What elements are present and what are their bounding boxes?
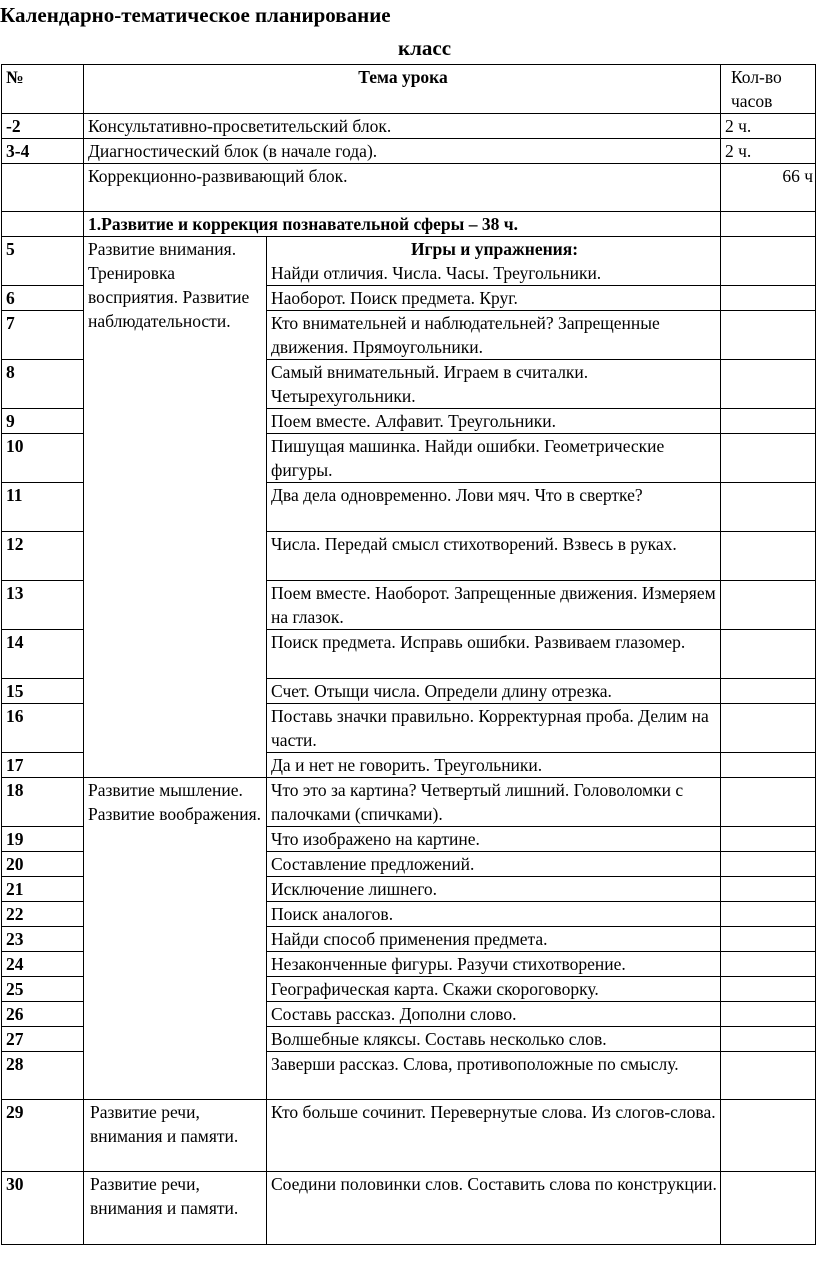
document-title: Календарно-тематическое планирование [0,3,391,27]
lesson-topic: Соедини половинки слов. Составить слова по конструкции. [267,1172,721,1245]
lesson-topic: Поставь значки правильно. Корректурная проба. Делим на части. [267,704,721,753]
area-thinking: Развитие мышление. Развитие воображения. [84,778,267,1100]
lesson-topic: Составление предложений. [267,852,721,877]
lesson-topic [267,237,721,286]
lesson-num: 13 [2,581,84,630]
lesson-num: 11 [2,483,84,532]
lesson-num: 12 [2,532,84,581]
area-speech: Развитие речи, внимания и памяти. [84,1172,267,1245]
lesson-topic: Пишущая машинка. Найди ошибки. Геометрические фигуры. [267,434,721,483]
header-hours: Кол-во часов [721,65,816,114]
lesson-num: 21 [2,877,84,902]
lesson-topic: Поиск предмета. Исправь ошибки. Развиваем глазомер. [267,630,721,679]
lesson-topic: Поем вместе. Алфавит. Треугольники. [267,409,721,434]
row-num [2,164,84,212]
table-row [2,139,816,164]
lesson-topic: Что изображено на картине. [267,827,721,852]
lesson-num: 26 [2,1002,84,1027]
area-speech: Развитие речи, внимания и памяти. [84,1100,267,1172]
row-hours: 66 ч [721,164,816,212]
section-title: 1.Развитие и коррекция познавательной сферы – 38 ч. [84,212,721,237]
lesson-num: 14 [2,630,84,679]
lesson-num: 27 [2,1027,84,1052]
lesson-topic: Кто больше сочинит. Перевернутые слова. Из слогов-слова. [267,1100,721,1172]
row-hours: 2 ч. [721,114,816,139]
lesson-num: 7 [2,311,84,360]
row-topic: Консультативно-просветительский блок. [84,114,721,139]
lesson-topic: Да и нет не говорить. Треугольники. [267,753,721,778]
table-row [2,114,816,139]
lesson-num: 8 [2,360,84,409]
table-row [2,1172,816,1245]
lesson-num: 6 [2,286,84,311]
planning-table [1,64,816,1245]
document-subtitle: класс [398,36,452,60]
lesson-num: 18 [2,778,84,827]
table-header-row [2,65,816,114]
lesson-num: 25 [2,977,84,1002]
lesson-topic: Два дела одновременно. Лови мяч. Что в свертке? [267,483,721,532]
lesson-topic: Наоборот. Поиск предмета. Круг. [267,286,721,311]
lesson-num: 30 [2,1172,84,1245]
lesson-num: 5 [2,237,84,286]
lesson-num: 19 [2,827,84,852]
table-row [2,164,816,212]
lesson-num: 24 [2,952,84,977]
table-row [2,778,816,827]
lesson-topic: Незаконченные фигуры. Разучи стихотворение. [267,952,721,977]
lesson-num: 10 [2,434,84,483]
lesson-num: 28 [2,1052,84,1100]
lesson-num: 29 [2,1100,84,1172]
lesson-text: Найди отличия. Числа. Часы. Треугольники. [271,263,602,283]
lesson-num: 9 [2,409,84,434]
row-hours: 2 ч. [721,139,816,164]
lesson-num: 16 [2,704,84,753]
lesson-topic: Географическая карта. Скажи скороговорку. [267,977,721,1002]
lesson-topic: Самый внимательный. Играем в считалки. Четырехугольники. [267,360,721,409]
table-row [2,1100,816,1172]
row-num: -2 [2,114,84,139]
header-topic: Тема урока [84,65,721,114]
lesson-topic: Счет. Отыщи числа. Определи длину отрезка. [267,679,721,704]
lesson-topic: Исключение лишнего. [267,877,721,902]
lesson-num: 20 [2,852,84,877]
row-topic: Коррекционно-развивающий блок. [84,164,721,212]
lesson-heading: Игры и упражнения: [410,239,579,259]
lesson-topic: Поиск аналогов. [267,902,721,927]
lesson-num: 15 [2,679,84,704]
lesson-num: 17 [2,753,84,778]
lesson-topic: Что это за картина? Четвертый лишний. Головоломки с палочками (спичками). [267,778,721,827]
table-row [2,237,816,286]
header-num: № [2,65,84,114]
lesson-topic: Волшебные кляксы. Составь несколько слов. [267,1027,721,1052]
lesson-topic: Поем вместе. Наоборот. Запрещенные движения. Измеряем на глазок. [267,581,721,630]
lesson-topic: Заверши рассказ. Слова, противоположные по смыслу. [267,1052,721,1100]
lesson-topic: Числа. Передай смысл стихотворений. Взвесь в руках. [267,532,721,581]
lesson-topic: Составь рассказ. Дополни слово. [267,1002,721,1027]
lesson-num: 22 [2,902,84,927]
row-num: 3-4 [2,139,84,164]
lesson-num: 23 [2,927,84,952]
section-row [2,212,816,237]
lesson-topic: Кто внимательней и наблюдательней? Запрещенные движения. Прямоугольники. [267,311,721,360]
row-topic: Диагностический блок (в начале года). [84,139,721,164]
lesson-topic: Найди способ применения предмета. [267,927,721,952]
area-attention: Развитие внимания. Тренировка восприятия. Развитие наблюдательности. [84,237,267,778]
